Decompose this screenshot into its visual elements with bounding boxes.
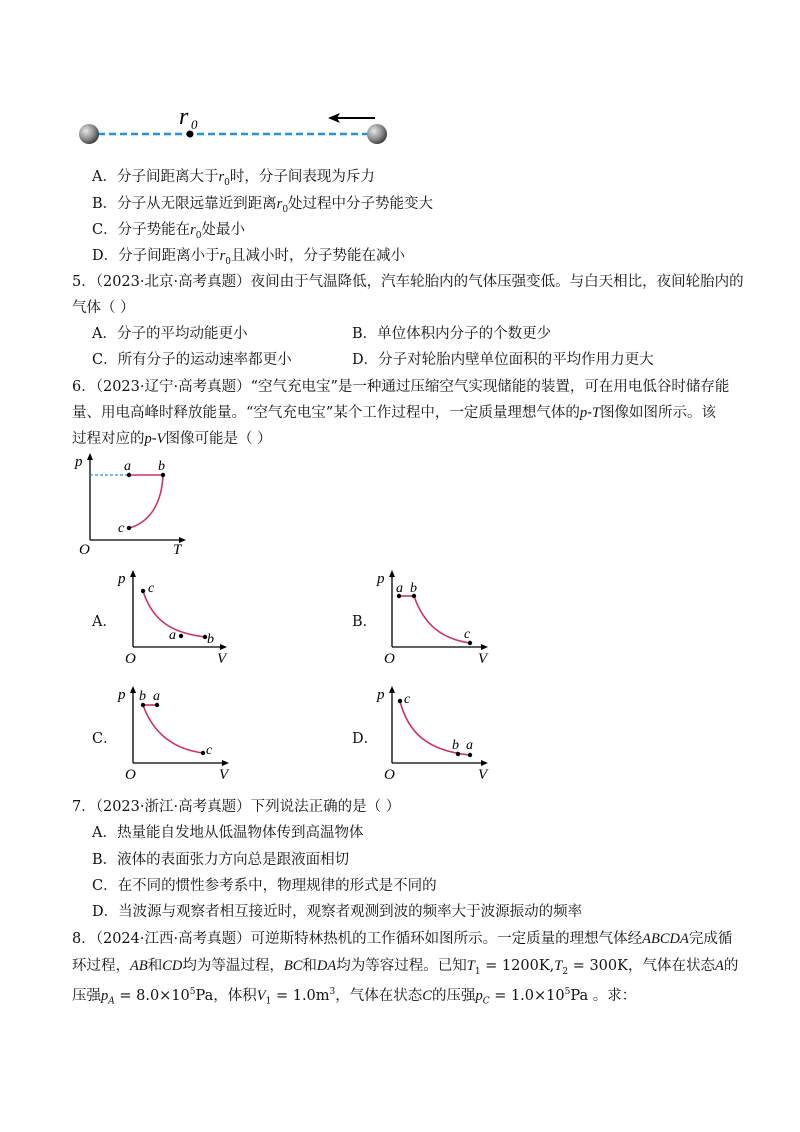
q7-option-b[interactable]: B．液体的表面张力方向总是跟液面相切 xyxy=(92,852,350,868)
q5-option-b[interactable]: B．单位体积内分子的个数更少 xyxy=(352,326,552,342)
pt-bc-curve xyxy=(129,475,163,528)
svg-text:O: O xyxy=(125,767,136,783)
pv-graph-c[interactable] xyxy=(113,683,238,783)
q4-option-b[interactable]: B．分子从无限远靠近到距离$r_0$处过程中分子势能变大 xyxy=(92,196,434,215)
svg-text:V: V xyxy=(219,767,229,783)
q8-stem-line2: 环过程，AB和CD均为等温过程，BC和DA均为等容过程。已知$T_1 = 1200K,T_2 = 300K$，气体在状态A的 xyxy=(72,958,739,977)
svg-text:p: p xyxy=(118,687,126,703)
svg-text:p: p xyxy=(377,571,385,587)
svg-text:b: b xyxy=(452,738,459,753)
pt-point-a: a xyxy=(124,459,131,474)
q5-stem-line1: 5．（2023·北京·高考真题）夜间由于气温降低，汽车轮胎内的气体压强变低。与白天相比，夜间轮胎内的 xyxy=(72,274,744,290)
svg-text:b: b xyxy=(139,689,146,704)
svg-text:O: O xyxy=(125,651,136,667)
pv-graph-d[interactable] xyxy=(372,683,497,783)
q7-option-a[interactable]: A．热量能自发地从低温物体传到高温物体 xyxy=(92,825,364,841)
q6-option-c-label[interactable]: C． xyxy=(92,731,118,747)
q5-option-a[interactable]: A．分子的平均动能更小 xyxy=(92,326,248,342)
svg-text:c: c xyxy=(148,581,155,596)
molecule-right xyxy=(367,124,387,144)
q4-option-c[interactable]: C．分子势能在$r_0$处最小 xyxy=(92,222,245,241)
pt-graph xyxy=(72,450,197,558)
svg-text:b: b xyxy=(410,581,417,596)
svg-text:p: p xyxy=(377,687,385,703)
q8-stem-line1: 8．（2024·江西·高考真题）可逆斯特林热机的工作循环如图所示。一定质量的理想气体经ABCDA完成循 xyxy=(72,931,733,947)
svg-text:a: a xyxy=(169,628,176,643)
svg-text:a: a xyxy=(396,581,403,596)
q5-stem-line2: 气体（ ） xyxy=(72,300,135,316)
q6-option-d-label[interactable]: D． xyxy=(352,731,379,747)
q7-option-d[interactable]: D．当波源与观察者相互接近时，观察者观测到波的频率大于波源振动的频率 xyxy=(92,904,583,920)
q8-stem-line3: 压强$p_A = 8.0\times 10^5Pa$，体积$V_1 = 1.0m^3$，气体在状态C的压强$p_C = 1.0\times 10^5Pa$ 。求： xyxy=(72,987,637,1007)
svg-text:c: c xyxy=(206,743,213,758)
svg-text:V: V xyxy=(217,651,227,667)
pt-point-b: b xyxy=(158,459,165,474)
svg-text:V: V xyxy=(478,651,488,667)
pt-origin-label: O xyxy=(79,542,90,558)
svg-text:c: c xyxy=(464,627,471,642)
svg-text:V: V xyxy=(478,767,488,783)
pv-graph-a[interactable] xyxy=(113,567,233,667)
pv-graph-b[interactable] xyxy=(372,567,497,667)
q7-option-c[interactable]: C．在不同的惯性参考系中，物理规律的形式是不同的 xyxy=(92,878,437,894)
q6-stem-line2: 量、用电高峰时释放能量。“空气充电宝”某个工作过程中，一定质量理想气体的p-T图像如图所示。该 xyxy=(72,405,717,421)
q5-option-c[interactable]: C．所有分子的运动速率都更小 xyxy=(92,352,292,368)
r0-label: r xyxy=(179,104,189,130)
svg-text:O: O xyxy=(384,651,395,667)
q6-stem-line1: 6．（2023·辽宁·高考真题）“空气充电宝”是一种通过压缩空气实现储能的装置，可在用电低谷时储存能 xyxy=(72,379,730,395)
svg-text:a: a xyxy=(153,689,160,704)
svg-text:c: c xyxy=(404,692,411,707)
svg-text:b: b xyxy=(207,632,214,647)
q6-stem-line3: 过程对应的p-V图像可能是（ ） xyxy=(72,431,272,447)
svg-text:O: O xyxy=(384,767,395,783)
q4-option-a[interactable]: A．分子间距离大于$r_0$时，分子间表现为斥力 xyxy=(92,169,375,188)
r0-subscript: 0 xyxy=(191,117,198,132)
q6-option-b-label[interactable]: B． xyxy=(352,614,378,630)
pt-x-axis-label: T xyxy=(173,542,182,558)
q4-option-d[interactable]: D．分子间距离小于$r_0$且减小时，分子势能在减小 xyxy=(92,248,406,267)
q7-stem: 7．（2023·浙江·高考真题）下列说法正确的是（ ） xyxy=(72,799,401,815)
molecule-figure xyxy=(70,100,410,160)
pt-point-c: c xyxy=(118,521,125,536)
svg-text:p: p xyxy=(118,571,126,587)
pt-y-axis-label: p xyxy=(75,454,83,470)
molecule-left xyxy=(79,124,99,144)
q5-option-d[interactable]: D．分子对轮胎内壁单位面积的平均作用力更大 xyxy=(352,352,654,368)
q6-option-a-label[interactable]: A． xyxy=(92,614,117,630)
svg-text:a: a xyxy=(466,738,473,753)
